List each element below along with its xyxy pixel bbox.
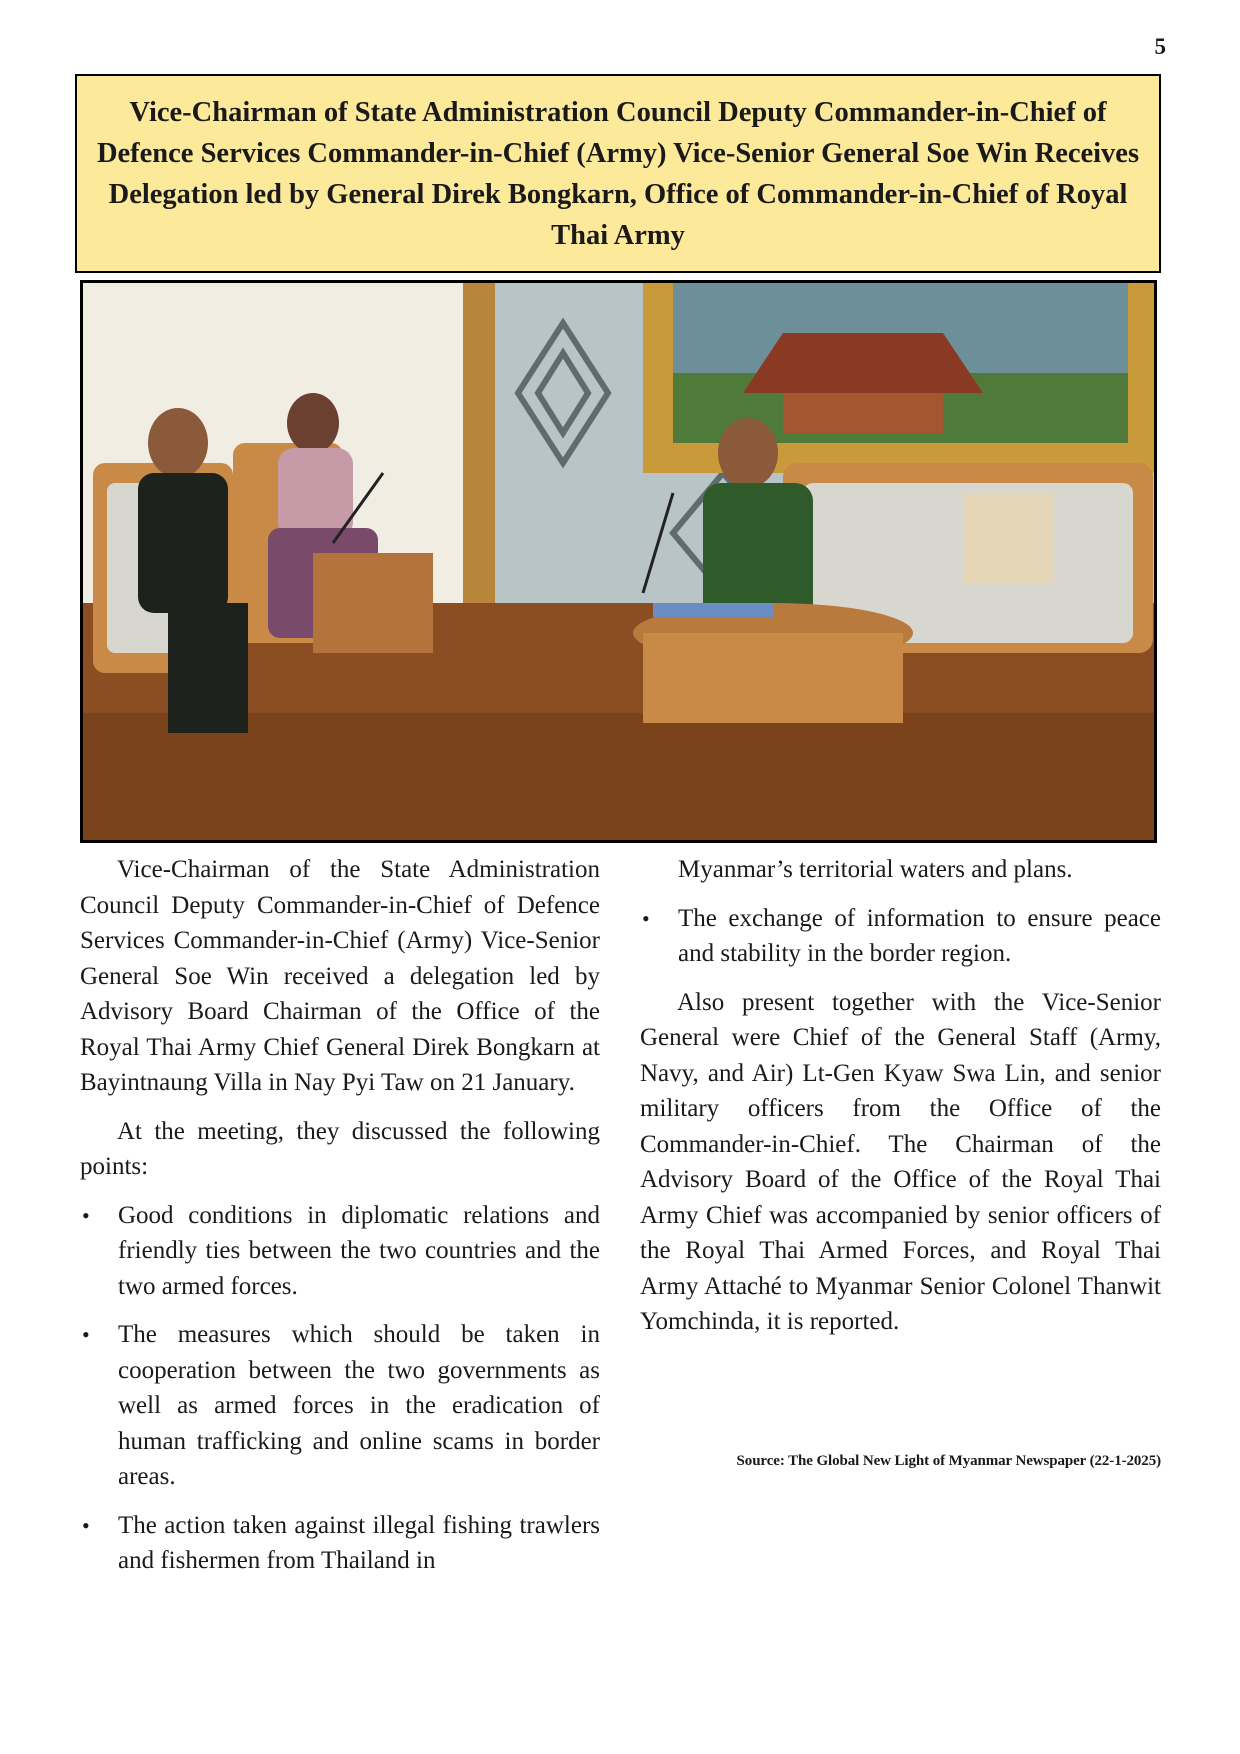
- article-intro: Vice-Chairman of the State Administration Council Deputy Commander-in-Chief of Defence Services Commander-in-Chief (Army) Vice-Senior General Soe Win received a delegation led by Advisory Board Chairman of the Office of the Royal Thai Army Chief General Direk Bongkarn at Bayintnaung Villa in Nay Pyi Taw on 21 January.: [80, 856, 600, 1096]
- headline: Vice-Chairman of State Administration Council Deputy Commander-in-Chief of Defence Services Commander-in-Chief (Army) Vice-Senior General Soe Win Receives Delegation led by General Direk Bongkarn, Office of Commander-in-Chief of Royal Thai Army: [96, 96, 1140, 251]
- point-continuation: Myanmar’s territorial waters and plans.: [678, 856, 1073, 883]
- list-item: • The measures which should be taken in cooperation between the two governments as well as armed forces in the eradication of human trafficking and online scams in border areas.: [80, 1317, 600, 1495]
- article-left-column: [80, 852, 600, 1592]
- meeting-photo-illustration: [83, 283, 1154, 840]
- discussion-points: [80, 1198, 600, 1579]
- headline-box: [75, 74, 1161, 273]
- list-item: • The exchange of information to ensure peace and stability in the border region.: [640, 901, 1161, 972]
- source-credit: Source: The Global New Light of Myanmar Newspaper (22-1-2025): [736, 1453, 1161, 1469]
- bullet-icon: •: [82, 1512, 90, 1538]
- bullet-icon: •: [642, 905, 650, 931]
- list-item: • The action taken against illegal fishing trawlers and fishermen from Thailand in: [80, 1508, 600, 1579]
- page-number: 5: [1154, 34, 1166, 59]
- bullet-icon: •: [82, 1202, 90, 1228]
- discussion-points-continued: [640, 901, 1161, 972]
- bullet-icon: •: [82, 1322, 90, 1347]
- meeting-photo: [80, 280, 1157, 843]
- article-lead-in: At the meeting, they discussed the following points:: [80, 1117, 600, 1180]
- article-right-column: [640, 852, 1161, 1353]
- article-closing: Also present together with the Vice-Senior General were Chief of the General Staff (Army, Navy, and Air) Lt-Gen Kyaw Swa Lin, and senior military officers from the Office of the Commander-in-Chief. The Chairman of the Advisory Board of the Office of the Royal Thai Army Chief was accompanied by senior officers of the Royal Thai Armed Forces, and Royal Thai Army Attaché to Myanmar Senior Colonel Thanwit Yomchinda, it is reported.: [640, 988, 1161, 1335]
- list-item: • Good conditions in diplomatic relations and friendly ties between the two countries and the two armed forces.: [80, 1198, 600, 1305]
